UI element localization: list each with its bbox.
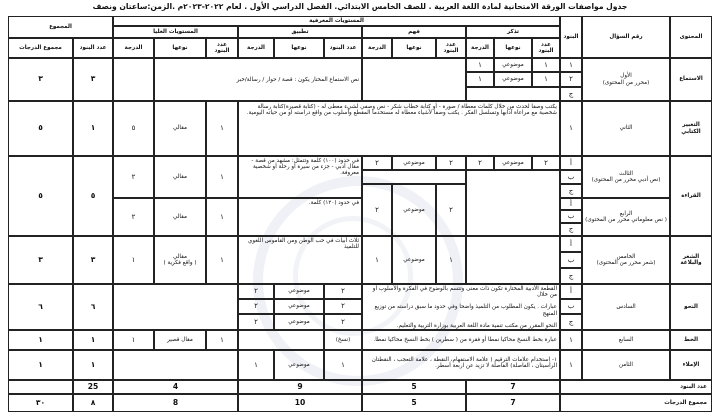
q3-item-a: أ (560, 156, 582, 170)
total-handwriting-items: ١ (73, 330, 113, 350)
question-3-sub: (نص أدبي محرر من المحتوى) (591, 177, 661, 183)
question-1-sub: (محرر من المحتوى) (602, 79, 650, 86)
specification-table (8, 16, 712, 412)
q5-understand-items: ١ (436, 236, 466, 284)
q3-higher-type: مقالي (154, 156, 206, 198)
q4-higher-type: مقالي (154, 198, 206, 236)
total-writing-scores: ٥ (8, 101, 73, 156)
page-title: جدول مواصفات الورقة الامتحانية لمادة اللغة العربية . للصف الخامس الابتدائي. الفصل الدراسي الأول . لعام ٢٠٢٢-٢٠٢٣م .الزمن:ساعتان ونصف (92, 2, 628, 11)
q3-understand-score: ٢ (362, 156, 392, 170)
q3-remember-blank (466, 170, 560, 236)
q5-understand-score: ١ (362, 236, 392, 284)
q6-item-a: أ (560, 284, 582, 299)
q1-item-a: ١ (560, 58, 582, 72)
question-5-label: الخامس (616, 253, 636, 260)
q7-higher-score: ١ (113, 330, 154, 350)
q6-apply-items-3: ٢ (324, 314, 362, 330)
q4-item-b: ب (560, 210, 582, 223)
q6-higher-blank (113, 284, 238, 330)
q4-understand-score: ٢ (362, 184, 392, 236)
section-listening: الاستماع (670, 58, 712, 101)
q4-apply-note: في حدود (١٢٠) كلمة. (238, 198, 362, 236)
total-poetry-scores: ٣ (8, 236, 73, 284)
q2-higher-type: مقالي (154, 101, 206, 156)
section-dictation: الإملاء (670, 350, 712, 380)
q1-higher-score (113, 58, 154, 101)
sub-apply-score: الدرجة (238, 38, 274, 58)
q6-apply-items-2: ٢ (324, 299, 362, 314)
question-3 (582, 156, 670, 198)
header-question-no: رقم السؤال (582, 16, 670, 58)
total-handwriting-scores: ١ (8, 330, 73, 350)
q6-apply-score-1: ٢ (238, 284, 274, 299)
q1-remember-score-2: ١ (466, 72, 494, 87)
q6-apply-score-2: ٢ (238, 299, 274, 314)
question-2: الثاني (582, 101, 670, 156)
q4-item-a: أ (560, 198, 582, 210)
q3-understand-items: ٢ (436, 156, 466, 170)
q6-grammar-note (362, 284, 560, 330)
q4-understand-items: ٢ (436, 184, 466, 236)
q5-higher-score: ١ (113, 236, 154, 284)
q3-remember-type: موضوعي (494, 156, 532, 170)
header-cognitive-levels: المستويات المعرفية (113, 16, 560, 26)
q5-higher-items: ١ (206, 236, 238, 284)
q6-item-b: ب (560, 299, 582, 314)
sub-higher-score: الدرجة (113, 38, 154, 58)
header-higher: المستويات العليا (113, 26, 238, 38)
header-total: المجموع (8, 16, 113, 38)
total-reading-items: ٥ (73, 156, 113, 236)
q3-higher-items: ١ (206, 156, 238, 198)
q3-apply-note: في حدود (١٠٠) كلمة وتتمثل: مشهد من قصة - مقال أدبي - جزء من سيرة أو رحلة أو شخصية معروفة. (238, 156, 362, 198)
q8-apply-items: ١ (324, 350, 362, 380)
q3-understand-type: موضوعي (392, 156, 436, 170)
question-7: السابع (582, 330, 670, 350)
q7-handwriting-note: عبارة بخط النسخ محاكيا نمطا أو فقرة من ( سطرين ) بخط النسخ محاكيا نمطا. (362, 330, 560, 350)
total-listening-items: ٣ (73, 58, 113, 101)
q4-understand-type: موضوعي (392, 184, 436, 236)
sub-understand-score: الدرجة (362, 38, 392, 58)
footer-items-label: عدد البنود (560, 380, 712, 394)
q7-apply-note: (نسخ) (324, 330, 362, 350)
q1-understand-blank (362, 58, 466, 101)
footer-higher-items: 4 (113, 380, 238, 394)
q6-apply-score-3: ٢ (238, 314, 274, 330)
footer-apply-score: 10 (238, 394, 362, 412)
q6-apply-items-1: ٢ (324, 284, 362, 299)
q3-understand-blank (362, 170, 466, 184)
q5-item-a: أ (560, 236, 582, 252)
section-handwriting: الخط (670, 330, 712, 350)
question-1-label: الأول (620, 73, 632, 80)
q3-item-b: ب (560, 170, 582, 184)
sub-total-items: عدد البنود (73, 38, 113, 58)
q7-item-a: ١ (560, 330, 582, 350)
q8-apply-score: ١ (238, 350, 274, 380)
q1-remember-blank (466, 87, 560, 101)
q4-higher-score: ٢ (113, 198, 154, 236)
q3-higher-score: ٢ (113, 156, 154, 198)
q6-apply-type-2: موضوعي (274, 299, 324, 314)
q2-writing-task: يكتب وصفا لحدث من خلال كلمات معطاة / صورة - أو كتابة خطاب شكر - نص وصفي لشيء معطى له - (كتابة قصيرة)كتابة رسالة شخصية مع مراعاة آدابها وتسلسل الفكر . يكتب وصفا لأشياء معطاة له مستخدما المقطع وأسلوب من واقع دراسته او من حياته اليومية. (238, 101, 560, 156)
header-remember: تذكر (466, 26, 560, 38)
footer-apply-items: 9 (238, 380, 362, 394)
q3-item-c: ج (560, 184, 582, 198)
header-apply: تطبيق (238, 26, 362, 38)
question-4 (582, 198, 670, 236)
header-items: البنود (560, 16, 582, 58)
sub-remember-score: الدرجة (466, 38, 494, 58)
question-6: السادس (582, 284, 670, 330)
sub-higher-items: عدد البنود (206, 38, 238, 58)
total-reading-scores: ٥ (8, 156, 73, 236)
q6-apply-type-1: موضوعي (274, 284, 324, 299)
q1-remember-score-1: ١ (466, 58, 494, 72)
footer-remember-score: 7 (466, 394, 560, 412)
total-listening-scores: ٣ (8, 58, 73, 101)
q8-dictation-note: ١- استخدام علامات الترقيم ( علامة الاستفهام، النقطة ، علامة التعجب ، النقطتان الرأسيتان ، الفاصلة) الفاصلة لا تزيد عن اربعة أسطر. (362, 350, 560, 380)
q6-grammar-note-2: عبارات . يكون المطلوب من التلميذ واضحا وفي حدود ما سبق دراسته من توزيع المنهج (374, 304, 557, 317)
question-4-sub: ( نص معلوماتي محرر من المحتوى) (585, 217, 667, 223)
header-understand: فهم (362, 26, 466, 38)
q5-item-c: ج (560, 268, 582, 284)
q7-higher-items: ١ (206, 330, 238, 350)
q6-item-c: ج (560, 314, 582, 330)
total-grammar-items: ٦ (73, 284, 113, 330)
question-5 (582, 236, 670, 284)
total-dictation-items: ١ (73, 350, 113, 380)
section-poetry: الشعر والبلاغة (670, 236, 712, 284)
q1-remember-items-2: ١ (532, 72, 560, 87)
q5-higher-type (154, 236, 206, 284)
question-8: الثامن (582, 350, 670, 380)
sub-total-scores: مجموع الدرجات (8, 38, 73, 58)
footer-extra-score: ٨ (73, 394, 113, 412)
q1-remember-type-2: موضوعي (494, 72, 532, 87)
header-content: المحتوى (670, 16, 712, 58)
q6-apply-type-3: موضوعي (274, 314, 324, 330)
q5-higher-type-label: مقالي (173, 253, 187, 260)
q5-remember-blank (466, 236, 560, 284)
total-poetry-items: ٣ (73, 236, 113, 284)
q8-item-a: ١ (560, 350, 582, 380)
q4-higher-items: ١ (206, 198, 238, 236)
footer-total-items: 25 (73, 380, 113, 394)
footer-total-score: ٣٠ (8, 394, 73, 412)
total-writing-items: ١ (73, 101, 113, 156)
section-writing: التعبير الكتابي (670, 101, 712, 156)
total-grammar-scores: ٦ (8, 284, 73, 330)
q3-remember-items: ٢ (532, 156, 560, 170)
question-3-label: الثالث (619, 170, 633, 177)
q2-higher-score: ٥ (113, 101, 154, 156)
q5-apply-note: ثلاث أبيات في حب الوطن ومن القاموس اللغوي للتلميذ (238, 236, 362, 284)
footer-understand-score: 5 (362, 394, 466, 412)
sub-remember-type: نوعها (494, 38, 532, 58)
q5-higher-note: ( واقع فكرية ) (163, 260, 197, 266)
footer-higher-score: 8 (113, 394, 238, 412)
footer-understand-items: 5 (362, 380, 466, 394)
footer-scores-label: مجموع الدرجات (560, 394, 712, 412)
q1-listening-note: نص الاستماع المختار يكون : قصة / حوار / رسالة/خبر (154, 58, 362, 101)
q5-understand-type: موضوعي (392, 236, 436, 284)
q2-higher-items: ١ (206, 101, 238, 156)
footer-remember-items: 7 (466, 380, 560, 394)
q8-higher-blank (113, 350, 238, 380)
q4-item-c: ج (560, 223, 582, 236)
q8-apply-type: موضوعي (274, 350, 324, 380)
sub-remember-items: عدد البنود (532, 38, 560, 58)
q3-remember-score: ٢ (466, 156, 494, 170)
q7-apply-blank (238, 330, 324, 350)
question-4-label: الرابع (619, 210, 633, 217)
footer-total-items-blank (8, 380, 73, 394)
q6-grammar-note-1: القطعة الأدبية المختارة تكون ذات معنى وتتسم بالوضوح في الفكرة والأسلوب أو من خلال (372, 286, 557, 299)
sub-understand-type: نوعها (392, 38, 436, 58)
q1-item-c: ج (560, 87, 582, 101)
q5-item-b: ب (560, 252, 582, 268)
q7-higher-type: مقال قصير (154, 330, 206, 350)
section-grammar: النحو (670, 284, 712, 330)
sub-higher-type: نوعها (154, 38, 206, 58)
question-1 (582, 58, 670, 101)
q2-item-a: ١ (560, 101, 582, 156)
sub-apply-type: نوعها (274, 38, 324, 58)
total-dictation-scores: ١ (8, 350, 73, 380)
section-reading: القراءة (670, 156, 712, 236)
question-5-sub: (شعر محرر من المحتوى) (596, 260, 656, 266)
q6-grammar-note-3: النحو المقرر من مكتب تنمية مادة اللغة العربية بوزارة التربية والتعليم. (396, 322, 557, 329)
q1-remember-type-1: موضوعي (494, 58, 532, 72)
sub-understand-items: عدد البنود (436, 38, 466, 58)
sub-apply-items: عدد البنود (324, 38, 362, 58)
q1-item-b: ٢ (560, 72, 582, 87)
q1-remember-items-1: ١ (532, 58, 560, 72)
